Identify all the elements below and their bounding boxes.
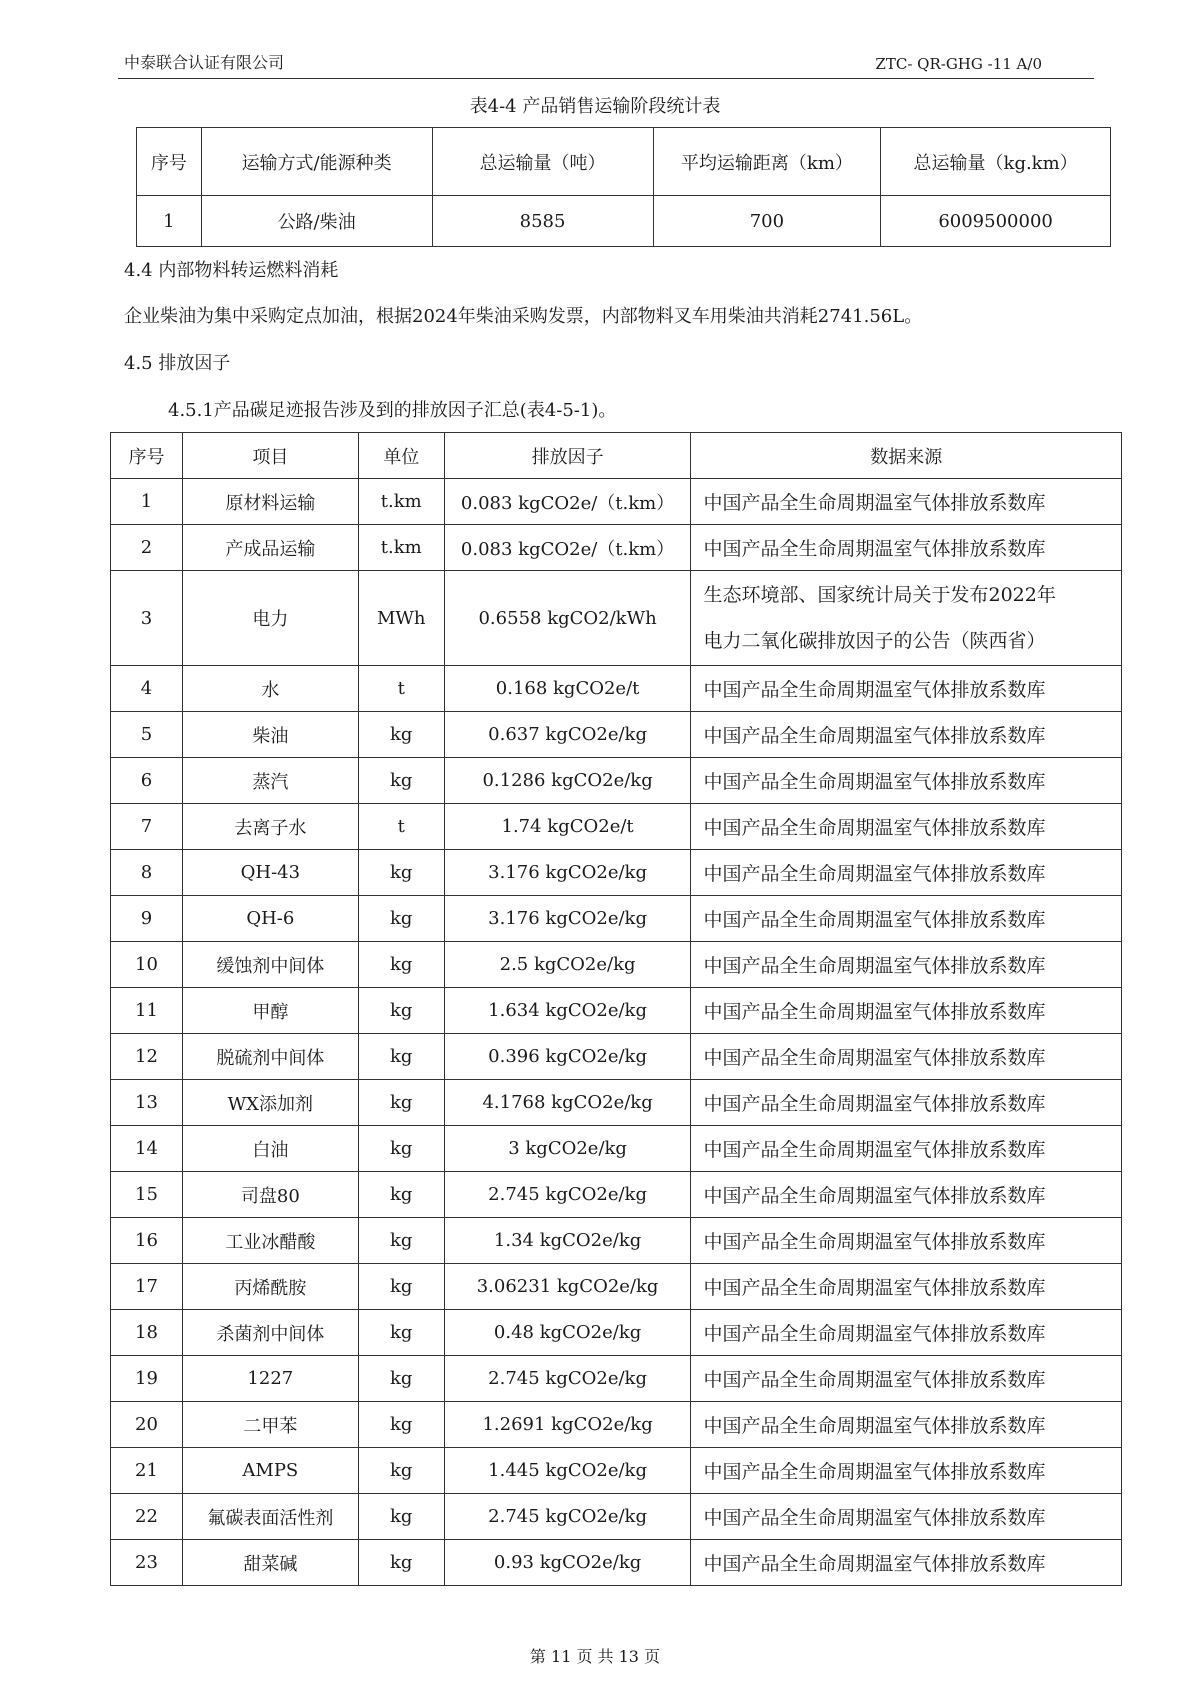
source-line: 生态环境部、国家统计局关于发布2022年 — [703, 584, 1056, 606]
header-cell: 序号 — [137, 128, 202, 196]
emission-factor-table — [110, 432, 1122, 1586]
table-cell: 1227 — [182, 1356, 358, 1402]
table-cell: 司盘80 — [182, 1172, 358, 1218]
table-cell: 23 — [111, 1540, 183, 1586]
table-cell: 1.634 kgCO2e/kg — [444, 988, 691, 1034]
table-row — [111, 712, 1122, 758]
table-cell: 2.745 kgCO2e/kg — [444, 1356, 691, 1402]
table-cell: kg — [358, 1540, 444, 1586]
table-cell: 8 — [111, 850, 183, 896]
table-row — [111, 1218, 1122, 1264]
table-cell: 中国产品全生命周期温室气体排放系数库 — [691, 1356, 1122, 1402]
table-cell: 2 — [111, 525, 183, 571]
table-cell: 中国产品全生命周期温室气体排放系数库 — [691, 1310, 1122, 1356]
header-cell: 总运输量（吨） — [432, 128, 653, 196]
table-cell: 蒸汽 — [182, 758, 358, 804]
table-cell: 16 — [111, 1218, 183, 1264]
table-row — [111, 1172, 1122, 1218]
table-cell: 4.1768 kgCO2e/kg — [444, 1080, 691, 1126]
table-cell: 白油 — [182, 1126, 358, 1172]
table-cell: 中国产品全生命周期温室气体排放系数库 — [691, 479, 1122, 525]
table-cell: 甜菜碱 — [182, 1540, 358, 1586]
table-cell: kg — [358, 850, 444, 896]
table-cell: 去离子水 — [182, 804, 358, 850]
table-cell: 700 — [653, 196, 881, 247]
table-cell: QH-43 — [182, 850, 358, 896]
header-cell: 项目 — [182, 433, 358, 479]
table-cell: 丙烯酰胺 — [182, 1264, 358, 1310]
table-cell: 中国产品全生命周期温室气体排放系数库 — [691, 804, 1122, 850]
table-cell: 3.176 kgCO2e/kg — [444, 896, 691, 942]
table-cell: 5 — [111, 712, 183, 758]
table-cell: 3.176 kgCO2e/kg — [444, 850, 691, 896]
table-cell: 中国产品全生命周期温室气体排放系数库 — [691, 988, 1122, 1034]
table-cell: 13 — [111, 1080, 183, 1126]
table-row — [111, 1402, 1122, 1448]
table-cell: 中国产品全生命周期温室气体排放系数库 — [691, 758, 1122, 804]
table-cell: t — [358, 666, 444, 712]
table-cell: 0.93 kgCO2e/kg — [444, 1540, 691, 1586]
table-cell: kg — [358, 758, 444, 804]
table-header-row — [137, 128, 1111, 196]
table-cell: kg — [358, 712, 444, 758]
section-4-5-heading: 4.5 排放因子 — [124, 353, 231, 374]
table-cell: kg — [358, 1448, 444, 1494]
table-cell: kg — [358, 1402, 444, 1448]
table-cell: 氟碳表面活性剂 — [182, 1494, 358, 1540]
table-cell: 中国产品全生命周期温室气体排放系数库 — [691, 1402, 1122, 1448]
table-cell: 原材料运输 — [182, 479, 358, 525]
table-row — [111, 525, 1122, 571]
table-row — [111, 1034, 1122, 1080]
table-cell: 20 — [111, 1402, 183, 1448]
table-cell: 柴油 — [182, 712, 358, 758]
table-cell: kg — [358, 1172, 444, 1218]
table-cell: 2.745 kgCO2e/kg — [444, 1494, 691, 1540]
table-cell: 0.6558 kgCO2/kWh — [444, 571, 691, 666]
table-cell: 中国产品全生命周期温室气体排放系数库 — [691, 942, 1122, 988]
table-row — [111, 666, 1122, 712]
table-cell: 中国产品全生命周期温室气体排放系数库 — [691, 1448, 1122, 1494]
table-row — [111, 758, 1122, 804]
table-cell: kg — [358, 1034, 444, 1080]
table-cell: 1.74 kgCO2e/t — [444, 804, 691, 850]
table-row — [111, 896, 1122, 942]
header-cell: 排放因子 — [444, 433, 691, 479]
table-cell: 6 — [111, 758, 183, 804]
table-cell: 15 — [111, 1172, 183, 1218]
table-cell: 1.445 kgCO2e/kg — [444, 1448, 691, 1494]
header-cell: 序号 — [111, 433, 183, 479]
table-cell: 2.5 kgCO2e/kg — [444, 942, 691, 988]
table-cell: 缓蚀剂中间体 — [182, 942, 358, 988]
table-row — [111, 1264, 1122, 1310]
table-cell: 14 — [111, 1126, 183, 1172]
table-cell: WX添加剂 — [182, 1080, 358, 1126]
table-4-4-title: 表4-4 产品销售运输阶段统计表 — [469, 96, 721, 117]
table-cell: 中国产品全生命周期温室气体排放系数库 — [691, 1080, 1122, 1126]
table-cell: kg — [358, 988, 444, 1034]
table-cell — [691, 571, 1122, 666]
table-cell: 中国产品全生命周期温室气体排放系数库 — [691, 712, 1122, 758]
header-cell: 总运输量（kg.km） — [881, 128, 1111, 196]
header-cell: 运输方式/能源种类 — [201, 128, 432, 196]
table-cell: 甲醇 — [182, 988, 358, 1034]
table-cell: MWh — [358, 571, 444, 666]
table-cell: 电力 — [182, 571, 358, 666]
table-cell: 12 — [111, 1034, 183, 1080]
table-row — [111, 571, 1122, 666]
table-cell: 中国产品全生命周期温室气体排放系数库 — [691, 1264, 1122, 1310]
table-cell: kg — [358, 1080, 444, 1126]
table-cell: t.km — [358, 479, 444, 525]
table-header-row — [111, 433, 1122, 479]
section-4-4-text: 企业柴油为集中采购定点加油，根据2024年柴油采购发票，内部物料叉车用柴油共消耗2741.56L。 — [124, 306, 923, 327]
table-cell: 二甲苯 — [182, 1402, 358, 1448]
table-cell: kg — [358, 1356, 444, 1402]
table-cell: 脱硫剂中间体 — [182, 1034, 358, 1080]
table-cell: 0.48 kgCO2e/kg — [444, 1310, 691, 1356]
table-cell: kg — [358, 1126, 444, 1172]
table-cell: 3 — [111, 571, 183, 666]
table-cell: kg — [358, 942, 444, 988]
table-cell: 中国产品全生命周期温室气体排放系数库 — [691, 896, 1122, 942]
table-row — [111, 1126, 1122, 1172]
table-cell: 18 — [111, 1310, 183, 1356]
table-cell: 2.745 kgCO2e/kg — [444, 1172, 691, 1218]
table-cell: QH-6 — [182, 896, 358, 942]
table-cell: 7 — [111, 804, 183, 850]
table-cell: 工业冰醋酸 — [182, 1218, 358, 1264]
table-cell: 0.1286 kgCO2e/kg — [444, 758, 691, 804]
table-cell: 0.083 kgCO2e/（t.km） — [444, 479, 691, 525]
table-row — [111, 1356, 1122, 1402]
document-code: ZTC- QR-GHG -11 A/0 — [875, 55, 1042, 73]
table-row — [111, 850, 1122, 896]
table-row — [111, 1540, 1122, 1586]
table-cell: AMPS — [182, 1448, 358, 1494]
table-cell: 6009500000 — [881, 196, 1111, 247]
table-cell: 水 — [182, 666, 358, 712]
table-cell: 10 — [111, 942, 183, 988]
table-cell: kg — [358, 1218, 444, 1264]
table-cell: 1 — [137, 196, 202, 247]
table-cell: 中国产品全生命周期温室气体排放系数库 — [691, 1034, 1122, 1080]
table-cell: 中国产品全生命周期温室气体排放系数库 — [691, 1218, 1122, 1264]
table-row — [111, 1494, 1122, 1540]
table-row — [111, 988, 1122, 1034]
table-cell: 3 kgCO2e/kg — [444, 1126, 691, 1172]
table-row — [111, 942, 1122, 988]
table-cell: 19 — [111, 1356, 183, 1402]
table-cell: 公路/柴油 — [201, 196, 432, 247]
table-cell: 中国产品全生命周期温室气体排放系数库 — [691, 666, 1122, 712]
table-row — [111, 1448, 1122, 1494]
table-cell: 4 — [111, 666, 183, 712]
table-cell: 21 — [111, 1448, 183, 1494]
table-cell: 0.083 kgCO2e/（t.km） — [444, 525, 691, 571]
company-name: 中泰联合认证有限公司 — [124, 53, 285, 72]
transport-stats-table — [136, 127, 1111, 247]
table-cell: kg — [358, 1264, 444, 1310]
table-cell: 中国产品全生命周期温室气体排放系数库 — [691, 1540, 1122, 1586]
table-cell: 中国产品全生命周期温室气体排放系数库 — [691, 525, 1122, 571]
table-cell: 17 — [111, 1264, 183, 1310]
header-cell: 平均运输距离（km） — [653, 128, 881, 196]
table-cell: 1.34 kgCO2e/kg — [444, 1218, 691, 1264]
table-cell: 中国产品全生命周期温室气体排放系数库 — [691, 1126, 1122, 1172]
section-4-4-heading: 4.4 内部物料转运燃料消耗 — [124, 260, 339, 281]
table-row — [111, 479, 1122, 525]
table-cell: 产成品运输 — [182, 525, 358, 571]
table-cell: 1.2691 kgCO2e/kg — [444, 1402, 691, 1448]
header-cell: 数据来源 — [691, 433, 1122, 479]
table-cell: 中国产品全生命周期温室气体排放系数库 — [691, 1494, 1122, 1540]
table-cell: 8585 — [432, 196, 653, 247]
table-cell: 中国产品全生命周期温室气体排放系数库 — [691, 850, 1122, 896]
table-cell: 0.168 kgCO2e/t — [444, 666, 691, 712]
header-cell: 单位 — [358, 433, 444, 479]
header-rule — [118, 78, 1094, 79]
page-number: 第 11 页 共 13 页 — [529, 1647, 661, 1666]
table-cell: kg — [358, 896, 444, 942]
table-row — [111, 804, 1122, 850]
source-line: 电力二氧化碳排放因子的公告（陕西省） — [703, 630, 1046, 652]
table-cell: 22 — [111, 1494, 183, 1540]
table-cell: t.km — [358, 525, 444, 571]
table-row — [111, 1080, 1122, 1126]
table-row — [111, 1310, 1122, 1356]
section-4-5-1-text: 4.5.1产品碳足迹报告涉及到的排放因子汇总(表4-5-1)。 — [168, 400, 617, 421]
table-cell: 杀菌剂中间体 — [182, 1310, 358, 1356]
table-cell: 1 — [111, 479, 183, 525]
table-cell: 0.396 kgCO2e/kg — [444, 1034, 691, 1080]
table-cell: kg — [358, 1494, 444, 1540]
table-cell: 中国产品全生命周期温室气体排放系数库 — [691, 1172, 1122, 1218]
table-cell: 3.06231 kgCO2e/kg — [444, 1264, 691, 1310]
table-row — [137, 196, 1111, 247]
table-cell: t — [358, 804, 444, 850]
table-cell: 11 — [111, 988, 183, 1034]
table-cell: 0.637 kgCO2e/kg — [444, 712, 691, 758]
table-cell: 9 — [111, 896, 183, 942]
table-cell: kg — [358, 1310, 444, 1356]
